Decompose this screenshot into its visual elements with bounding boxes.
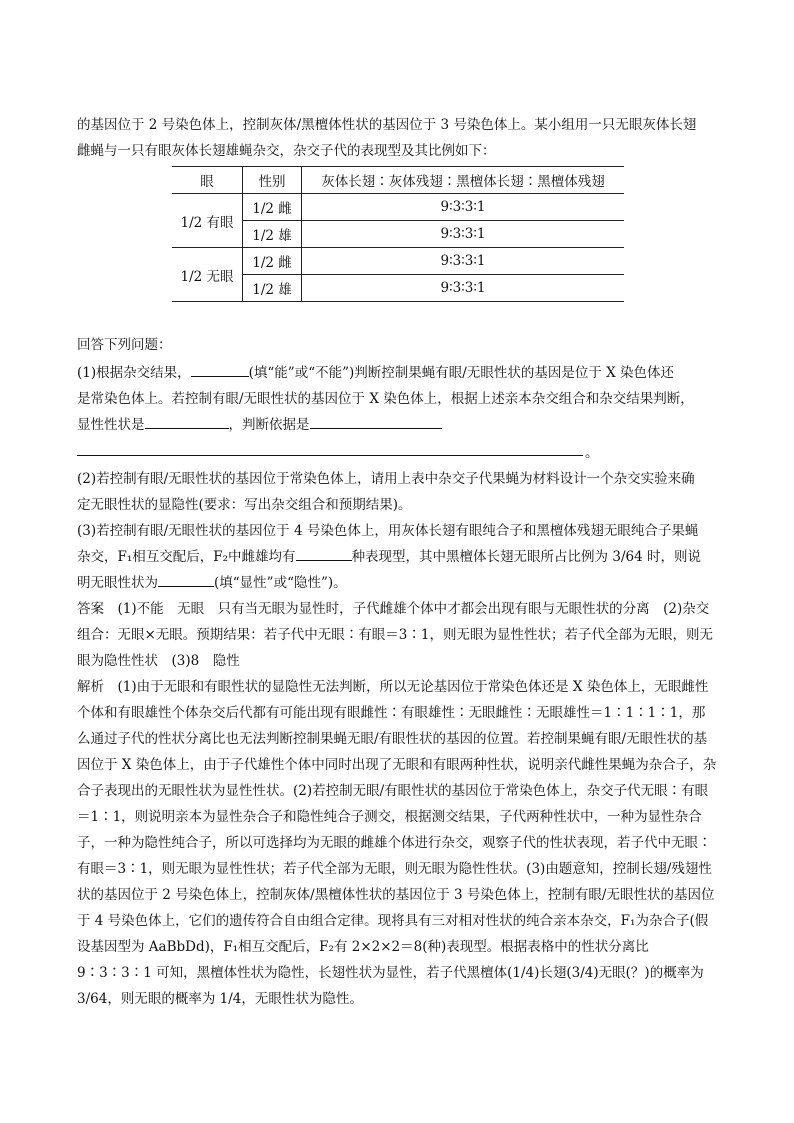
intro-line-2: 雌蝇与一只有眼灰体长翅雄蝇杂交，杂交子代的表现型及其比例如下：: [77, 143, 496, 159]
question-1-text-c: 显性性状是: [77, 417, 145, 433]
answer-blank-phenotypes[interactable]: [296, 544, 352, 561]
question-3-line-1: (3)若控制有眼/无眼性状的基因位于 4 号染色体上，用灰体长翅有眼纯合子和黑檀体残翅无眼纯合子果蝇: [77, 523, 699, 539]
answer-line-reason-continued[interactable]: [77, 455, 583, 456]
ratio-cell: 9∶3∶3∶1: [302, 275, 625, 302]
ratio-cell: 9∶3∶3∶1: [302, 194, 625, 221]
question-3-text-b: 种表现型，其中黑檀体长翅无眼所占比例为 3/64 时，则说: [351, 549, 701, 565]
analysis-text-block: [77, 674, 717, 1012]
question-1-text-a: (1)根据杂交结果，: [77, 365, 191, 381]
analysis-label: 解析: [77, 679, 104, 695]
answer-text: (1)不能 无眼 只有当无眼为显性时，子代雌雄个体中才都会出现有眼与无眼性状的分离 (2)杂交组合：无眼×无眼。预期结果：若子代中无眼∶有眼＝3∶1，则无眼为显性性状；若子代全部为无眼，则无眼为隐性性状 (3)8 隐性: [77, 601, 713, 669]
header-sex: 性别: [243, 167, 302, 194]
answer-section: [77, 596, 717, 674]
sex-cell: 1/2 雄: [243, 275, 302, 302]
question-3-text-d: (填“显性”或“隐性”)。: [214, 575, 347, 591]
answer-text-block: [77, 596, 717, 674]
question-1-end-mark: 。: [585, 445, 599, 461]
question-3: [77, 518, 717, 596]
analysis-text: (1)由于无眼和有眼性状的显隐性无法判断，所以无论基因位于常染色体还是 X 染色体上，无眼雌性个体和有眼雄性个体杂交后代都有可能出现有眼雌性∶有眼雄性∶无眼雌性∶无眼雄性＝1∶1∶1∶1，那么通过子代的性状分离比也无法判断控制果蝇无眼/有眼性状的基因的位置。若控制果蝇有眼/无眼性状的基因位于 X 染色体上，由于子代雄性个体中同时出现了无眼和有眼两种性状，说明亲代雌性果蝇为杂合子，杂合子表现出的无眼性状为显性性状。(2)若控制无眼/有眼性状的基因位于常染色体上，杂交子代无眼∶有眼＝1∶1，则说明亲本为显性杂合子和隐性纯合子测交，根据测交结果，子代两种性状中，一种为显性杂合子，一种为隐性纯合子，所以可选择均为无眼的雌雄个体进行杂交，观察子代的性状表现，若子代中无眼∶有眼＝3∶1，则无眼为显性性状；若子代全部为无眼，则无眼为隐性性状。(3)由题意知，控制长翅/残翅性状的基因位于 2 号染色体上，控制灰体/黑檀体性状的基因位于 3 号染色体上，控制有眼/无眼性状的基因位于 4 号染色体上，它们的遗传符合自由组合定律。现将具有三对相对性状的纯合亲本杂交，F₁为杂合子(假设基因型为 AaBbDd)，F₁相互交配后，F₂有 2×2×2＝8(种)表现型。根据表格中的性状分离比 9∶3∶3∶1 可知，黑檀体性状为隐性，长翅性状为显性，若子代黑檀体(1/4)长翅(3/4)无眼(？)的概率为 3/64，则无眼的概率为 1/4，无眼性状为隐性。: [77, 679, 717, 1007]
header-ratio: 灰体长翅∶灰体残翅∶黑檀体长翅∶黑檀体残翅: [302, 167, 625, 194]
sex-cell: 1/2 雌: [243, 194, 302, 221]
intro-paragraph: [77, 112, 717, 164]
question-3-text-a: 杂交，F₁相互交配后，F₂中雌雄均有: [77, 549, 296, 565]
question-1: [77, 360, 717, 438]
intro-line-1: 的基因位于 2 号染色体上，控制灰体/黑檀体性状的基因位于 3 号染色体上。某小组用一只无眼灰体长翅: [77, 117, 697, 133]
table-header-row: [172, 167, 624, 194]
question-3-line-2: [77, 544, 717, 570]
ratio-cell: 9∶3∶3∶1: [302, 248, 625, 275]
question-3-text-c: 明无眼性状为: [77, 575, 158, 591]
header-eye: 眼: [172, 167, 243, 194]
eye-group-cell: 1/2 无眼: [172, 248, 243, 302]
question-1-line-3: [77, 412, 717, 438]
question-1-line-1: [77, 360, 717, 386]
table-row: [172, 194, 624, 221]
question-2: [77, 466, 717, 518]
question-2-line-1: (2)若控制有眼/无眼性状的基因位于常染色体上，请用上表中杂交子代果蝇为材料设计一个杂交实验来确: [77, 471, 695, 487]
table-row: [172, 248, 624, 275]
results-table: [172, 166, 624, 302]
question-1-text-b: (填“能”或“不能”)判断控制果蝇有眼/无眼性状的基因是位于 X 染色体还: [248, 365, 675, 381]
answer-blank-dominance[interactable]: [158, 570, 214, 587]
answer-label: 答案: [77, 601, 104, 617]
analysis-section: [77, 674, 717, 1012]
questions-prompt: 回答下列问题：: [77, 337, 172, 353]
question-1-line-2: 是常染色体上。若控制有眼/无眼性状的基因位于 X 染色体上，根据上述亲本杂交组合和杂交结果判断，: [77, 391, 694, 407]
question-2-line-2: 定无眼性状的显隐性(要求：写出杂交组合和预期结果)。: [77, 497, 412, 513]
eye-group-cell: 1/2 有眼: [180, 214, 234, 231]
question-1-text-d: ，判断依据是: [228, 417, 310, 433]
answer-blank-reason[interactable]: [310, 412, 442, 429]
sex-cell: 1/2 雄: [243, 221, 302, 248]
question-3-line-3: [77, 570, 717, 596]
answer-blank-1[interactable]: [191, 360, 249, 377]
sex-cell: 1/2 雌: [243, 248, 302, 275]
answer-blank-dominant-trait[interactable]: [145, 412, 229, 429]
ratio-cell: 9∶3∶3∶1: [302, 221, 625, 248]
